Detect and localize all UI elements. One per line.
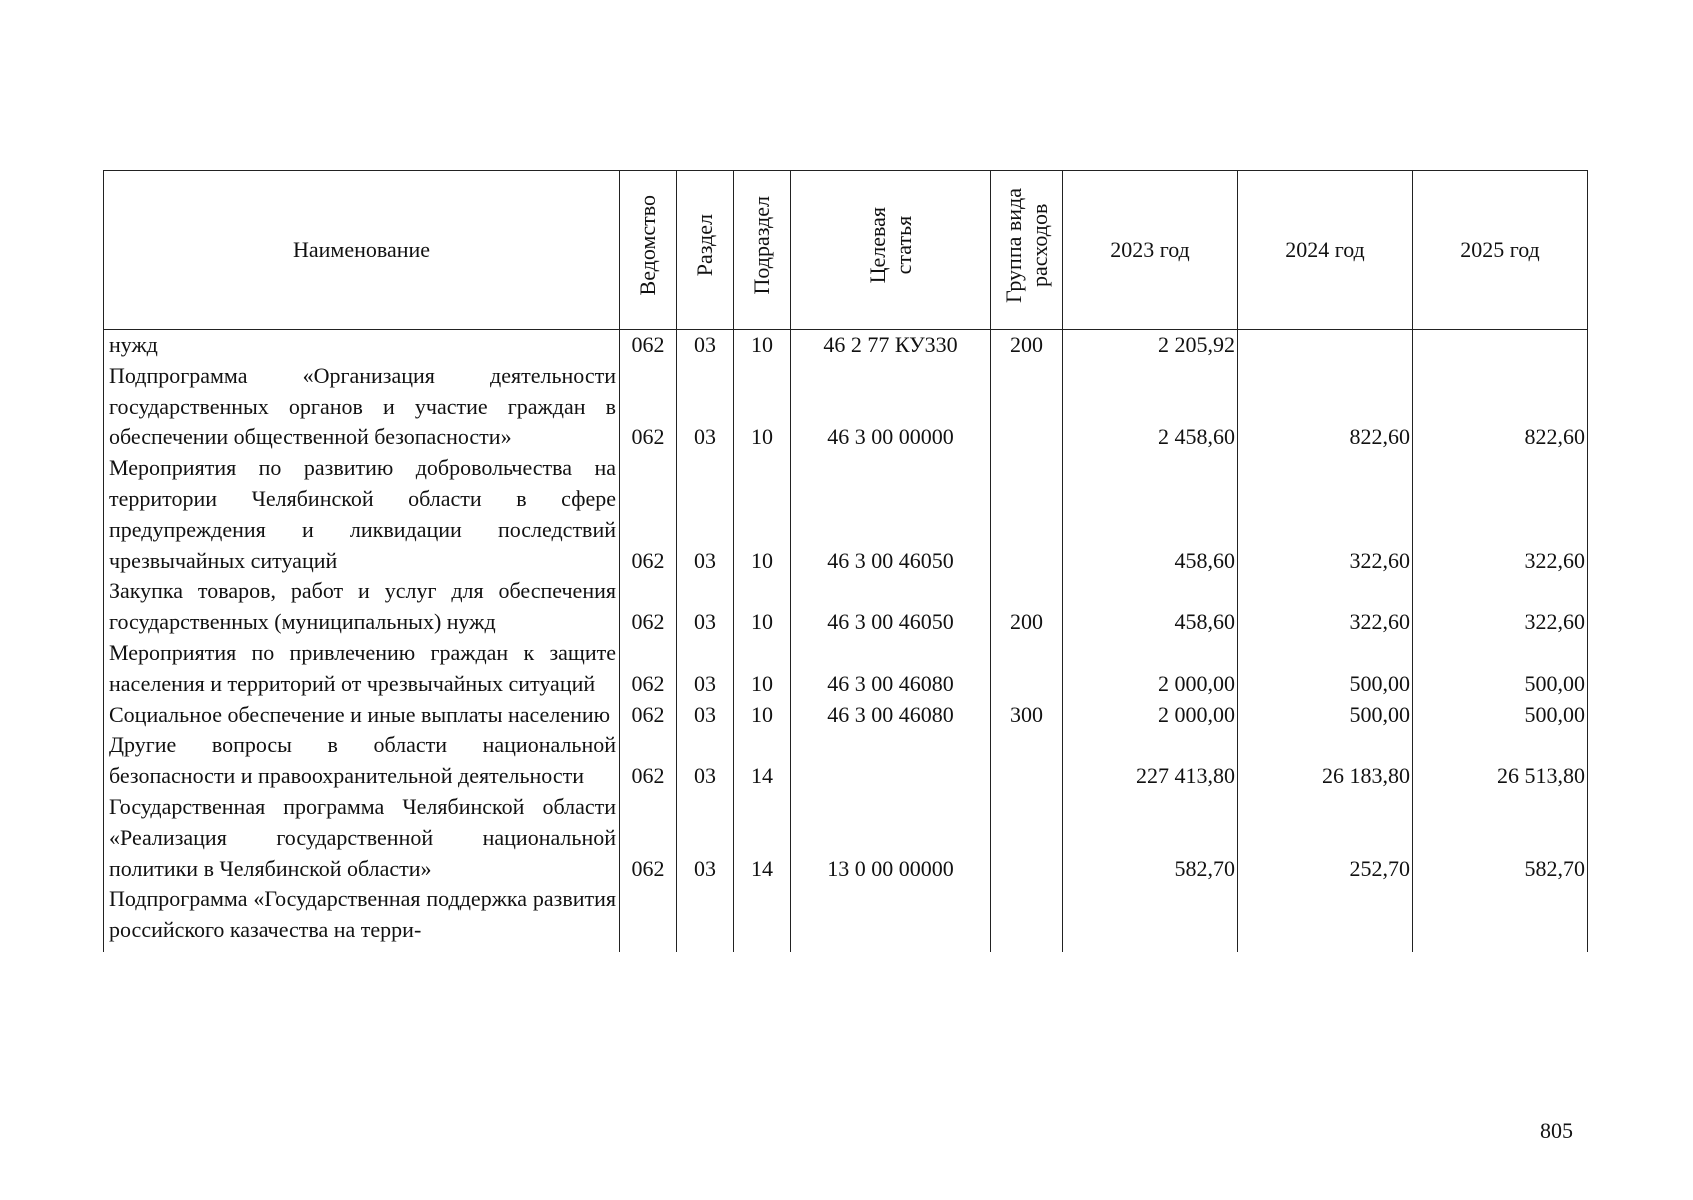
row-2023-cell: 227 413,80 [1063,730,1238,792]
row-vedomstvo-cell [620,884,677,946]
row-celevaya-statya-cell: 46 3 00 46080 [791,638,991,700]
row-gruppa-cell [991,730,1063,792]
row-name-cell: Социальное обеспечение и иные выплаты населению [104,700,620,731]
spacer-cell [1238,946,1413,952]
row-podrazdel-cell: 14 [734,792,791,884]
row-podrazdel-cell [734,884,791,946]
row-2023-cell: 2 458,60 [1063,361,1238,453]
table-row [104,361,1588,453]
header-gruppa-vida-rashodov: Группа вида расходов [991,171,1063,330]
row-2023-cell: 458,60 [1063,453,1238,576]
row-podrazdel-cell: 10 [734,361,791,453]
spacer-cell [1413,946,1588,952]
row-name-cell: Подпрограмма «Организация деятельности государственных органов и участие граждан в обеспечении общественной безопасности» [104,361,620,453]
row-razdel-cell: 03 [677,700,734,731]
row-razdel-cell [677,884,734,946]
table-row [104,576,1588,638]
header-podrazdel: Подраздел [734,171,791,330]
row-celevaya-statya-cell: 46 2 77 КУ330 [791,330,991,361]
row-podrazdel-cell: 10 [734,638,791,700]
row-name-cell: Государственная программа Челябинской области «Реализация государственной национальной политики в Челябинской области» [104,792,620,884]
header-razdel: Раздел [677,171,734,330]
row-vedomstvo-cell: 062 [620,361,677,453]
row-celevaya-statya-cell: 46 3 00 46080 [791,700,991,731]
row-podrazdel-cell: 10 [734,700,791,731]
row-2024-cell: 252,70 [1238,792,1413,884]
page-number: 805 [1540,1118,1573,1143]
row-name-cell: Другие вопросы в области национальной безопасности и правоохранительной деятельности [104,730,620,792]
row-2024-cell [1238,330,1413,361]
row-name-cell: Подпрограмма «Государственная поддержка развития российского казачества на терри- [104,884,620,946]
row-2024-cell [1238,884,1413,946]
row-razdel-cell: 03 [677,330,734,361]
row-2025-cell [1413,884,1588,946]
row-gruppa-cell: 300 [991,700,1063,731]
row-name-cell: нужд [104,330,620,361]
row-2023-cell: 2 205,92 [1063,330,1238,361]
row-2025-cell: 500,00 [1413,700,1588,731]
table-row [104,700,1588,731]
row-2025-cell: 500,00 [1413,638,1588,700]
header-2025: 2025 год [1413,171,1588,330]
row-name-cell: Мероприятия по привлечению граждан к защите населения и территорий от чрезвычайных ситуаций [104,638,620,700]
row-2025-cell: 582,70 [1413,792,1588,884]
row-vedomstvo-cell: 062 [620,730,677,792]
row-podrazdel-cell: 10 [734,330,791,361]
row-gruppa-cell [991,453,1063,576]
header-celevaya-statya: Целевая статья [791,171,991,330]
row-vedomstvo-cell: 062 [620,576,677,638]
row-celevaya-statya-cell [791,730,991,792]
row-celevaya-statya-cell: 46 3 00 46050 [791,576,991,638]
row-2023-cell: 2 000,00 [1063,638,1238,700]
row-gruppa-cell [991,792,1063,884]
row-vedomstvo-cell: 062 [620,700,677,731]
row-gruppa-cell [991,884,1063,946]
budget-table [103,170,1588,952]
row-celevaya-statya-cell: 46 3 00 00000 [791,361,991,453]
row-razdel-cell: 03 [677,453,734,576]
row-razdel-cell: 03 [677,730,734,792]
table-row [104,792,1588,884]
row-celevaya-statya-cell: 46 3 00 46050 [791,453,991,576]
row-vedomstvo-cell: 062 [620,330,677,361]
header-2024: 2024 год [1238,171,1413,330]
table-header-row [104,171,1588,330]
table-row [104,730,1588,792]
row-name-cell: Закупка товаров, работ и услуг для обеспечения государственных (муниципальных) нужд [104,576,620,638]
row-razdel-cell: 03 [677,638,734,700]
table-row [104,330,1588,361]
row-vedomstvo-cell: 062 [620,453,677,576]
row-razdel-cell: 03 [677,361,734,453]
row-vedomstvo-cell: 062 [620,792,677,884]
row-celevaya-statya-cell: 13 0 00 00000 [791,792,991,884]
spacer-cell [991,946,1063,952]
table-bottom-spacer [104,946,1588,952]
spacer-cell [620,946,677,952]
row-2023-cell [1063,884,1238,946]
row-gruppa-cell: 200 [991,576,1063,638]
row-gruppa-cell [991,361,1063,453]
row-razdel-cell: 03 [677,576,734,638]
row-podrazdel-cell: 10 [734,576,791,638]
row-razdel-cell: 03 [677,792,734,884]
row-2024-cell: 322,60 [1238,576,1413,638]
row-2025-cell: 322,60 [1413,453,1588,576]
header-vedomstvo: Ведомство [620,171,677,330]
table-row [104,638,1588,700]
row-2024-cell: 500,00 [1238,638,1413,700]
table-row [104,884,1588,946]
row-2025-cell: 322,60 [1413,576,1588,638]
row-2025-cell: 26 513,80 [1413,730,1588,792]
row-2025-cell: 822,60 [1413,361,1588,453]
spacer-cell [791,946,991,952]
row-vedomstvo-cell: 062 [620,638,677,700]
spacer-cell [734,946,791,952]
spacer-cell [677,946,734,952]
row-celevaya-statya-cell [791,884,991,946]
header-2023: 2023 год [1063,171,1238,330]
row-gruppa-cell [991,638,1063,700]
row-2023-cell: 582,70 [1063,792,1238,884]
row-name-cell: Мероприятия по развитию добровольчества на территории Челябинской области в сфере предупреждения и ликвидации последствий чрезвычайных ситуаций [104,453,620,576]
spacer-cell [1063,946,1238,952]
row-2024-cell: 500,00 [1238,700,1413,731]
header-name: Наименование [104,171,620,330]
row-podrazdel-cell: 14 [734,730,791,792]
spacer-cell [104,946,620,952]
row-2024-cell: 822,60 [1238,361,1413,453]
table-row [104,453,1588,576]
row-2024-cell: 26 183,80 [1238,730,1413,792]
row-2024-cell: 322,60 [1238,453,1413,576]
row-2023-cell: 458,60 [1063,576,1238,638]
row-podrazdel-cell: 10 [734,453,791,576]
row-2023-cell: 2 000,00 [1063,700,1238,731]
row-2025-cell [1413,330,1588,361]
row-gruppa-cell: 200 [991,330,1063,361]
